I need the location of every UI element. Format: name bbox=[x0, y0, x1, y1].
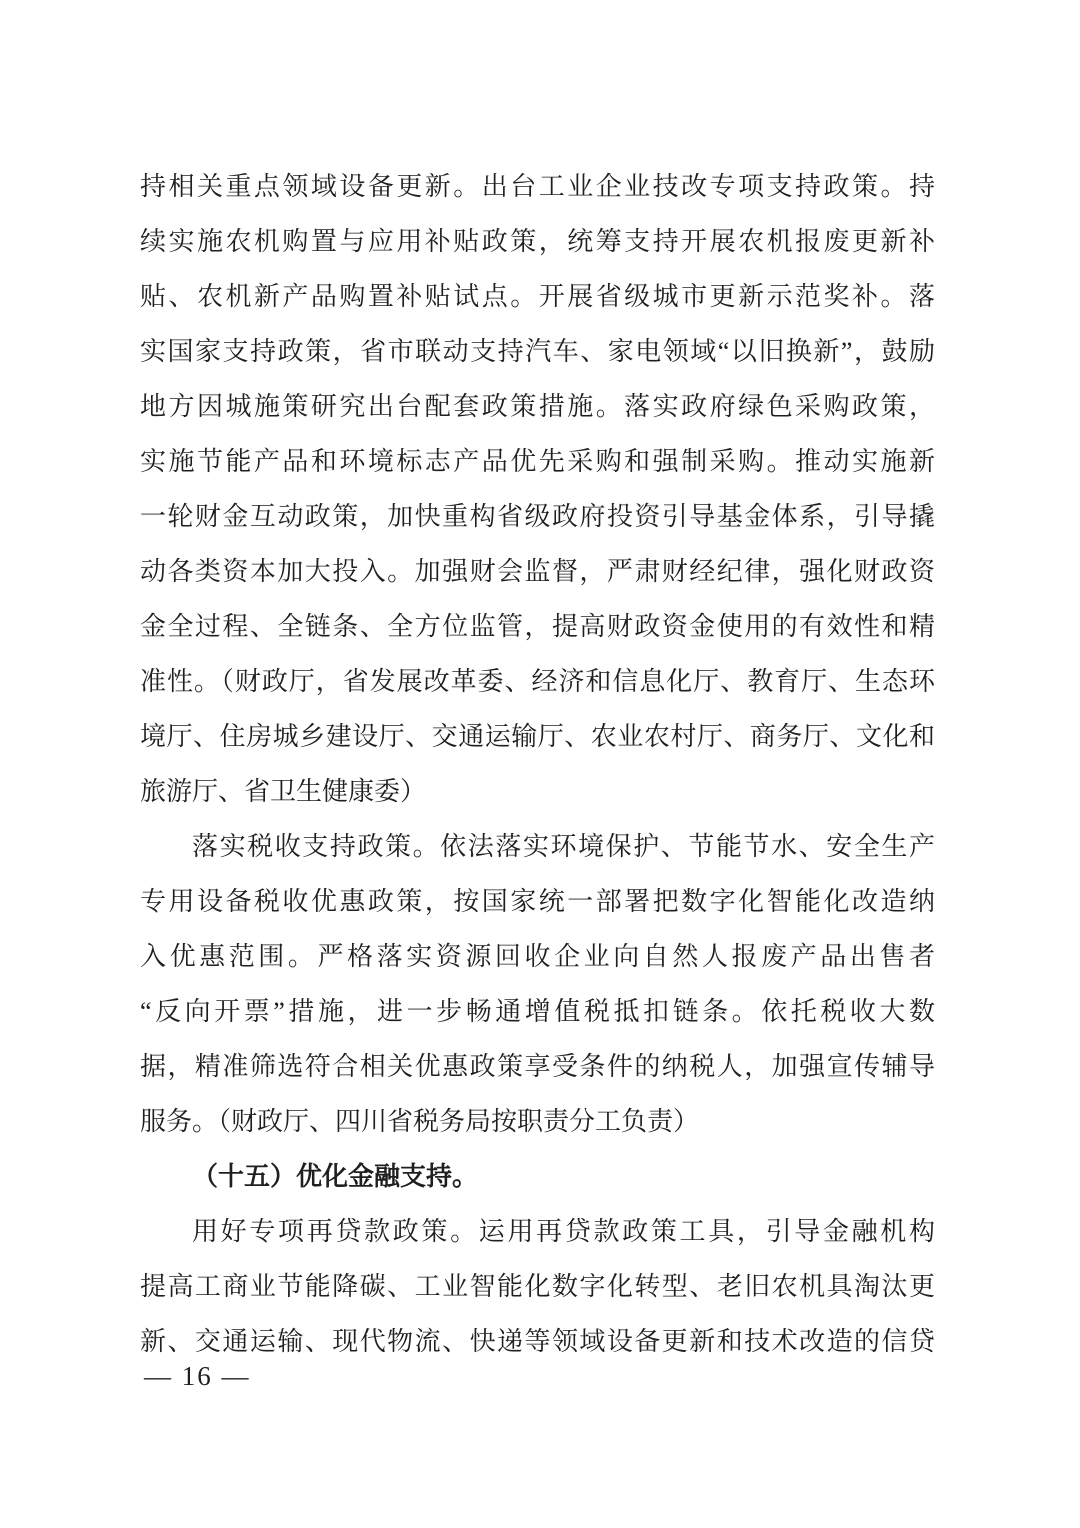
paragraph-end-line: 旅游厅、省卫生健康委） bbox=[140, 777, 427, 806]
text-line: 动各类资本加大投入。加强财会监督，严肃财经纪律，强化财政资 bbox=[140, 557, 935, 586]
text-line: 一轮财金互动政策，加快重构省级政府投资引导基金体系，引导撬 bbox=[140, 502, 935, 531]
text-line: 境厅、住房城乡建设厅、交通运输厅、农业农村厅、商务厅、文化和 bbox=[140, 722, 935, 751]
text-line: 贴、农机新产品购置补贴试点。开展省级城市更新示范奖补。落 bbox=[140, 282, 935, 311]
paragraph-end-line: 服务。（财政厅、四川省税务局按职责分工负责） bbox=[140, 1107, 700, 1136]
text-line: “反向开票”措施，进一步畅通增值税抵扣链条。依托税收大数 bbox=[140, 997, 935, 1026]
text-line: 新、交通运输、现代物流、快递等领域设备更新和技术改造的信贷 bbox=[140, 1327, 935, 1356]
text-line: 据，精准筛选符合相关优惠政策享受条件的纳税人，加强宣传辅导 bbox=[140, 1052, 935, 1081]
text-line: 持相关重点领域设备更新。出台工业企业技改专项支持政策。持 bbox=[140, 172, 935, 201]
text-line: 地方因城施策研究出台配套政策措施。落实政府绿色采购政策， bbox=[140, 392, 935, 421]
section-heading: （十五）优化金融支持。 bbox=[192, 1162, 479, 1191]
text-line: 入优惠范围。严格落实资源回收企业向自然人报废产品出售者 bbox=[140, 942, 935, 971]
paragraph-start-line: 落实税收支持政策。依法落实环境保护、节能节水、安全生产 bbox=[192, 832, 935, 861]
text-line: 续实施农机购置与应用补贴政策，统筹支持开展农机报废更新补 bbox=[140, 227, 935, 256]
document-body bbox=[140, 159, 935, 1369]
text-line: 提高工商业节能降碳、工业智能化数字化转型、老旧农机具淘汰更 bbox=[140, 1272, 935, 1301]
text-line: 实国家支持政策，省市联动支持汽车、家电领域“以旧换新”，鼓励 bbox=[140, 337, 935, 366]
text-line: 金全过程、全链条、全方位监管，提高财政资金使用的有效性和精 bbox=[140, 612, 935, 641]
text-line: 专用设备税收优惠政策，按国家统一部署把数字化智能化改造纳 bbox=[140, 887, 935, 916]
text-line: 实施节能产品和环境标志产品优先采购和强制采购。推动实施新 bbox=[140, 447, 935, 476]
paragraph-start-line: 用好专项再贷款政策。运用再贷款政策工具，引导金融机构 bbox=[192, 1217, 935, 1246]
text-line: 准性。（财政厅，省发展改革委、经济和信息化厅、教育厅、生态环 bbox=[140, 667, 935, 696]
page-number: — 16 — bbox=[144, 1361, 251, 1391]
